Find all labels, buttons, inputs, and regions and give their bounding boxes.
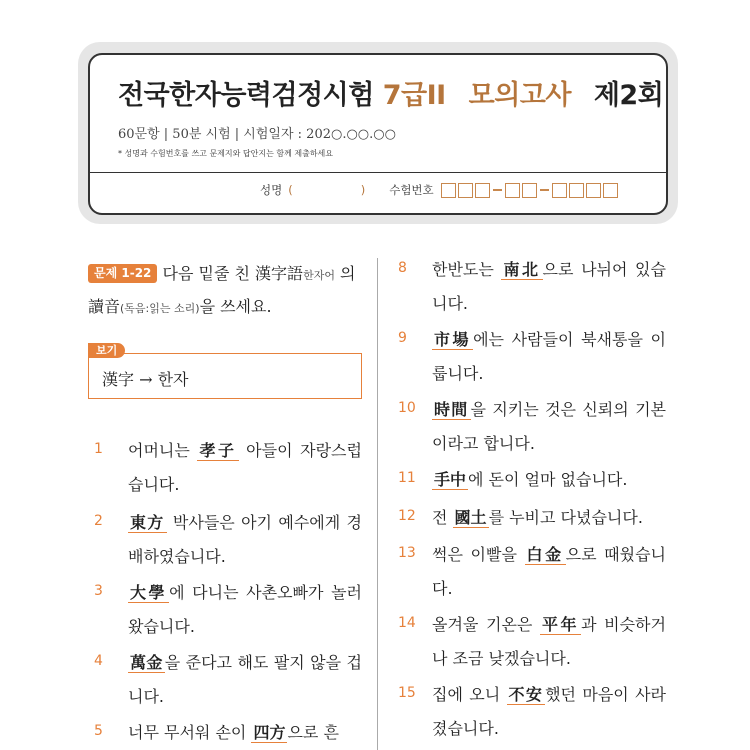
question-item	[398, 538, 666, 606]
question-text-pre: 썩은 이빨을	[432, 545, 525, 564]
examno-box	[458, 183, 473, 198]
question-number: 14	[398, 615, 416, 631]
question-text-post: 를 누비고 다녔습니다.	[488, 508, 643, 527]
card-divider	[90, 172, 666, 173]
name-paren-close: )	[360, 183, 366, 197]
question-hanja-word: 國土	[454, 508, 487, 527]
question-hanja-word: 四方	[253, 723, 286, 742]
instruction-hanja-read: 讀音	[88, 297, 121, 316]
question-text	[128, 506, 362, 574]
question-text-post: 아들이 자랑스럽습니다.	[128, 441, 362, 494]
question-item	[398, 393, 666, 461]
example-text: 漢字 → 한자	[102, 370, 189, 389]
question-text-pre: 너무 무서워 손이	[128, 723, 252, 742]
question-hanja-word: 不安	[508, 685, 544, 704]
question-text-post: 에 돈이 얼마 없습니다.	[468, 470, 628, 489]
question-text	[432, 463, 666, 497]
question-item	[398, 463, 666, 497]
instruction-small-a: 한자어	[303, 269, 335, 282]
question-text-pre: 집에 오니	[432, 685, 507, 704]
question-hanja-word: 東方	[130, 513, 165, 532]
question-text-pre: 올겨울 기온은	[432, 615, 540, 634]
name-paren-open: (	[288, 183, 293, 197]
question-text-post: 으로 흔	[287, 723, 339, 742]
examno-box	[441, 183, 456, 198]
question-hanja-word: 孝子	[199, 441, 237, 460]
examno-box	[522, 183, 537, 198]
question-text-post: 에 다니는 사촌오빠가 놀러왔습니다.	[128, 583, 362, 636]
question-item	[398, 253, 666, 321]
example-label: 보기	[88, 343, 125, 358]
question-text	[128, 716, 362, 750]
question-number: 2	[94, 513, 103, 529]
question-text-post: 을 지키는 것은 신뢰의 기본이라고 합니다.	[432, 400, 666, 453]
question-hanja-word: 萬金	[130, 653, 163, 672]
question-hanja-word: 大學	[130, 583, 168, 602]
examno-box	[475, 183, 490, 198]
instruction-text-a: 다음 밑줄 친	[162, 264, 250, 283]
question-number: 9	[398, 330, 407, 346]
question-text-pre: 한반도는	[432, 260, 502, 279]
question-item	[94, 434, 362, 502]
question-number: 15	[398, 685, 416, 701]
instruction-text-b: 의	[340, 264, 356, 283]
question-item	[398, 608, 666, 676]
question-text	[432, 538, 666, 606]
question-item	[398, 678, 666, 746]
title-grade: 7급II	[382, 80, 446, 111]
examno-label: 수험번호	[389, 183, 434, 197]
question-number: 5	[94, 723, 103, 739]
exam-header-card	[88, 53, 668, 215]
question-text-post: 으로 나뉘어 있습니다.	[432, 260, 666, 313]
question-text	[432, 393, 666, 461]
exam-title	[118, 73, 663, 112]
examno-field[interactable]	[441, 183, 620, 198]
examno-dash	[493, 189, 502, 191]
question-hanja-word: 白金	[526, 545, 564, 564]
title-main: 전국한자능력검정시험	[118, 80, 374, 111]
examno-box	[603, 183, 618, 198]
question-text	[432, 323, 666, 391]
question-text-post: 했던 마음이 사라졌습니다.	[432, 685, 666, 738]
name-examno-row	[260, 182, 620, 198]
question-hanja-word: 市場	[434, 330, 472, 349]
question-number: 8	[398, 260, 407, 276]
question-text-pre: 어머니는	[128, 441, 198, 460]
example-box	[88, 353, 362, 399]
question-text	[128, 646, 362, 714]
question-number: 13	[398, 545, 416, 561]
examno-box	[552, 183, 567, 198]
examno-box	[505, 183, 520, 198]
question-number: 10	[398, 400, 416, 416]
question-item	[398, 501, 666, 535]
examno-box	[569, 183, 584, 198]
exam-note: * 성명과 수험번호를 쓰고 문제지와 답안지는 함께 제출하세요	[118, 149, 333, 158]
question-number: 11	[398, 470, 416, 486]
question-text	[432, 608, 666, 676]
question-range-badge: 문제 1-22	[88, 264, 157, 283]
instruction-text-c: 을 쓰세요.	[199, 297, 272, 316]
title-round: 제2회	[593, 80, 664, 111]
question-text-post: 박사들은 아기 예수에게 경배하였습니다.	[128, 513, 362, 566]
exam-meta: 60문항 | 50분 시험 | 시험일자 : 202○.○○.○○	[118, 127, 396, 142]
question-text	[128, 576, 362, 644]
question-item	[94, 506, 362, 574]
examno-dash	[540, 189, 549, 191]
question-text-post: 으로 때웠습니다.	[432, 545, 667, 598]
question-text-post: 에는 사람들이 북새통을 이룹니다.	[432, 330, 666, 383]
column-divider	[377, 258, 378, 750]
question-text	[432, 678, 666, 746]
question-item	[94, 646, 362, 714]
question-hanja-word: 平年	[541, 615, 580, 634]
question-item	[398, 323, 666, 391]
question-text-post: 과 비슷하거나 조금 낮겠습니다.	[432, 615, 666, 668]
question-text	[128, 434, 362, 502]
examno-box	[586, 183, 601, 198]
question-hanja-word: 時間	[434, 400, 469, 419]
question-number: 1	[94, 441, 103, 457]
question-text-pre: 전	[432, 508, 453, 527]
instruction-hanja-word: 漢字語	[255, 264, 304, 283]
question-item	[94, 716, 362, 750]
question-number: 12	[398, 508, 416, 524]
question-text	[432, 501, 666, 535]
question-hanja-word: 南北	[503, 260, 541, 279]
question-number: 3	[94, 583, 103, 599]
question-item	[94, 576, 362, 644]
question-hanja-word: 手中	[434, 470, 467, 489]
question-text	[432, 253, 666, 321]
name-label: 성명	[260, 183, 283, 197]
title-mock: 모의고사	[468, 80, 571, 111]
question-text-post: 을 준다고 해도 팔지 않을 겁니다.	[128, 653, 362, 706]
question-number: 4	[94, 653, 103, 669]
instruction	[88, 258, 368, 324]
instruction-small-b: (독음:읽는 소리)	[120, 302, 200, 315]
